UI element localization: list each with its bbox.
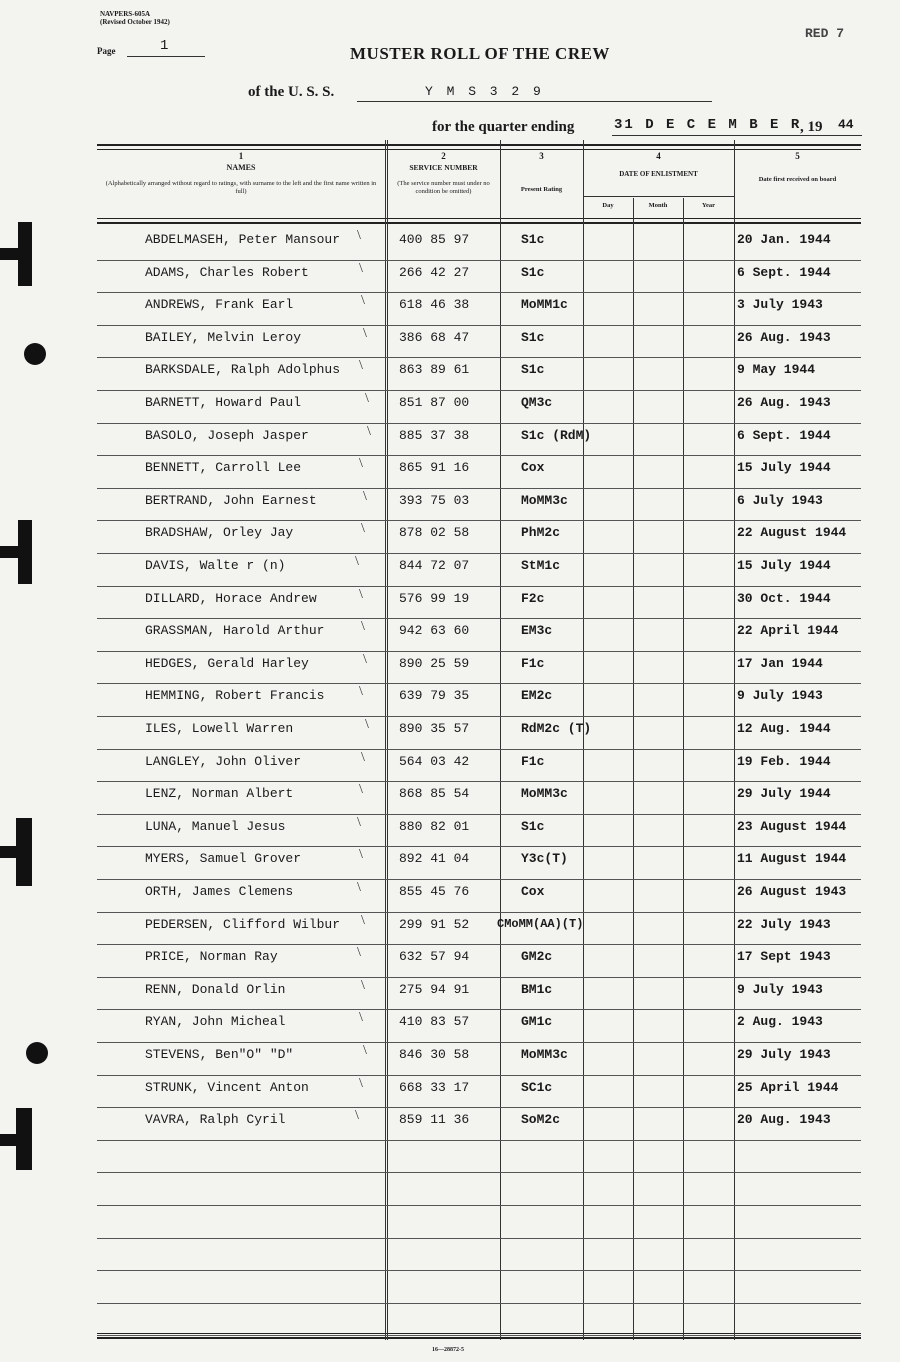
check-mark: \ <box>359 684 363 700</box>
crew-service-number: 885 37 38 <box>399 427 470 443</box>
crew-date-received: 6 Sept. 1944 <box>737 264 831 280</box>
crew-name: ANDREWS, Frank Earl <box>145 297 294 313</box>
crew-date-received: 2 Aug. 1943 <box>737 1014 823 1030</box>
crew-name: HEDGES, Gerald Harley <box>145 655 309 671</box>
crew-name: GRASSMAN, Harold Arthur <box>145 623 325 639</box>
crew-rating: F1c <box>521 655 545 671</box>
crew-date-received: 9 May 1944 <box>737 362 816 378</box>
crew-service-number: 576 99 19 <box>399 590 470 606</box>
crew-rating: BM1c <box>521 981 553 997</box>
crew-service-number: 618 46 38 <box>399 297 470 313</box>
crew-rating: MoMM1c <box>521 297 568 313</box>
crew-name: STRUNK, Vincent Anton <box>145 1079 309 1095</box>
crew-row <box>97 1043 861 1076</box>
check-mark: \ <box>355 554 359 569</box>
crew-service-number: 878 02 58 <box>399 525 470 541</box>
blank-row <box>97 1304 861 1337</box>
col-enlistment-year: Year <box>702 202 715 209</box>
check-mark: \ <box>359 358 363 374</box>
crew-rating: Cox <box>521 884 545 899</box>
crew-rating: MoMM3c <box>521 786 568 802</box>
binder-slot-middle <box>0 520 34 584</box>
crew-service-number: 880 82 01 <box>399 818 470 834</box>
crew-date-received: 3 July 1943 <box>737 297 823 313</box>
check-mark: \ <box>363 1043 367 1058</box>
crew-name: ORTH, James Clemens <box>145 884 294 899</box>
crew-rating: EM2c <box>521 688 553 704</box>
crew-rating: S1c <box>521 329 545 345</box>
crew-name: BARNETT, Howard Paul <box>145 395 302 410</box>
crew-name: RENN, Donald Orlin <box>145 981 286 997</box>
crew-name: BRADSHAW, Orley Jay <box>145 525 294 541</box>
crew-rating: S1c <box>521 264 545 280</box>
crew-service-number: 855 45 76 <box>399 884 470 899</box>
crew-rating: MoMM3c <box>521 492 568 508</box>
binder-slot-lower <box>0 818 34 886</box>
crew-row <box>97 913 861 946</box>
check-mark: \ <box>365 717 369 732</box>
year-label: , 19 <box>800 119 823 135</box>
crew-date-received: 29 July 1944 <box>737 786 831 802</box>
crew-name: MYERS, Samuel Grover <box>145 851 302 867</box>
crew-date-received: 11 August 1944 <box>737 851 847 867</box>
crew-service-number: 639 79 35 <box>399 688 470 704</box>
crew-service-number: 942 63 60 <box>399 623 470 639</box>
check-mark: \ <box>357 814 361 830</box>
crew-rating: StM1c <box>521 558 561 573</box>
crew-row <box>97 391 861 424</box>
check-mark: \ <box>361 749 365 765</box>
of-uss-label: of the U. S. S. <box>248 84 335 100</box>
crew-service-number: 275 94 91 <box>399 981 470 997</box>
form-code: NAVPERS-605A <box>100 10 151 18</box>
crew-service-number: 844 72 07 <box>399 558 470 573</box>
crew-row <box>97 717 861 750</box>
crew-row <box>97 228 861 261</box>
check-mark: \ <box>363 651 367 667</box>
crew-row <box>97 293 861 326</box>
quarter-day-month: 31 D E C E M B E R <box>614 117 802 133</box>
col-enlistment-month: Month <box>648 202 668 209</box>
crew-service-number: 851 87 00 <box>399 395 470 410</box>
crew-date-received: 26 August 1943 <box>737 884 847 899</box>
check-mark: \ <box>363 488 367 504</box>
crew-row <box>97 1108 861 1141</box>
check-mark: \ <box>365 391 369 406</box>
crew-name: LANGLEY, John Oliver <box>145 753 302 769</box>
crew-name: STEVENS, Ben"O" "D" <box>145 1047 294 1062</box>
crew-row <box>97 815 861 848</box>
check-mark: \ <box>359 456 363 472</box>
crew-service-number: 865 91 16 <box>399 460 470 476</box>
check-mark: \ <box>367 423 371 439</box>
col-enlistment-day: Day <box>602 202 614 209</box>
crew-rating: S1c <box>521 818 545 834</box>
crew-rating: CMoMM(AA)(T) <box>497 916 584 931</box>
crew-date-received: 15 July 1944 <box>737 558 831 573</box>
binder-hole-1 <box>24 343 46 365</box>
crew-row <box>97 978 861 1011</box>
crew-service-number: 890 25 59 <box>399 655 470 671</box>
blank-row <box>97 1271 861 1304</box>
crew-service-number: 386 68 47 <box>399 329 470 345</box>
crew-name: PEDERSEN, Clifford Wilbur <box>145 916 341 932</box>
crew-rating: Cox <box>521 460 545 476</box>
crew-row <box>97 326 861 359</box>
crew-rating: SoM2c <box>521 1112 561 1128</box>
crew-date-received: 22 July 1943 <box>737 916 831 932</box>
ship-name: Y M S 3 2 9 <box>425 84 544 99</box>
crew-row <box>97 554 861 587</box>
check-mark: \ <box>361 912 365 928</box>
crew-rating: S1c <box>521 232 545 247</box>
col-received-header: 5 Date first received on board <box>758 151 837 183</box>
crew-date-received: 29 July 1943 <box>737 1047 831 1062</box>
crew-name: BENNETT, Carroll Lee <box>145 460 302 476</box>
check-mark: \ <box>355 1108 359 1124</box>
crew-row <box>97 1010 861 1043</box>
check-mark: \ <box>359 847 363 863</box>
crew-name: BASOLO, Joseph Jasper <box>145 427 309 443</box>
blank-row <box>97 1141 861 1174</box>
crew-name: BERTRAND, John Earnest <box>145 492 317 508</box>
crew-name: DILLARD, Horace Andrew <box>145 590 317 606</box>
check-mark: \ <box>359 586 363 602</box>
crew-row <box>97 587 861 620</box>
crew-date-received: 22 August 1944 <box>737 525 847 541</box>
check-mark: \ <box>359 1010 363 1026</box>
crew-name: ABDELMASEH, Peter Mansour <box>145 232 341 247</box>
muster-roll-table <box>97 140 861 1340</box>
crew-name: RYAN, John Micheal <box>145 1014 286 1030</box>
check-mark: \ <box>357 228 361 243</box>
crew-rating: Y3c(T) <box>521 851 568 867</box>
crew-rating: GM2c <box>521 949 553 965</box>
crew-service-number: 632 57 94 <box>399 949 470 965</box>
crew-row <box>97 261 861 294</box>
crew-row <box>97 1076 861 1109</box>
quarter-label: for the quarter ending <box>432 119 575 135</box>
crew-service-number: 668 33 17 <box>399 1079 470 1095</box>
check-mark: \ <box>363 325 367 341</box>
crew-rating: EM3c <box>521 623 553 639</box>
crew-row <box>97 880 861 913</box>
crew-rating: F2c <box>521 590 545 606</box>
crew-name: PRICE, Norman Ray <box>145 949 278 965</box>
crew-rating: QM3c <box>521 395 553 410</box>
crew-row <box>97 750 861 783</box>
crew-row <box>97 782 861 815</box>
crew-date-received: 25 April 1944 <box>737 1079 839 1095</box>
crew-service-number: 400 85 97 <box>399 232 470 247</box>
check-mark: \ <box>361 293 365 309</box>
crew-row <box>97 424 861 457</box>
crew-row <box>97 489 861 522</box>
crew-date-received: 20 Aug. 1943 <box>737 1112 831 1128</box>
crew-date-received: 26 Aug. 1943 <box>737 395 831 410</box>
crew-rating: S1c <box>521 362 545 378</box>
crew-service-number: 266 42 27 <box>399 264 470 280</box>
crew-row <box>97 945 861 978</box>
crew-service-number: 892 41 04 <box>399 851 470 867</box>
crew-name: BARKSDALE, Ralph Adolphus <box>145 362 341 378</box>
crew-service-number: 846 30 58 <box>399 1047 470 1062</box>
crew-rating: PhM2c <box>521 525 561 541</box>
crew-name: DAVIS, Walte r (n) <box>145 558 286 573</box>
crew-row <box>97 619 861 652</box>
page-label: Page <box>97 46 116 56</box>
check-mark: \ <box>357 880 361 895</box>
crew-service-number: 863 89 61 <box>399 362 470 378</box>
crew-service-number: 890 35 57 <box>399 721 470 736</box>
crew-date-received: 12 Aug. 1944 <box>737 721 831 736</box>
crew-service-number: 393 75 03 <box>399 492 470 508</box>
crew-rating: RdM2c (T) <box>521 721 592 736</box>
crew-date-received: 19 Feb. 1944 <box>737 753 831 769</box>
crew-service-number: 859 11 36 <box>399 1112 470 1128</box>
crew-date-received: 9 July 1943 <box>737 981 823 997</box>
crew-date-received: 15 July 1944 <box>737 460 831 476</box>
crew-service-number: 868 85 54 <box>399 786 470 802</box>
binder-slot-top <box>0 222 34 286</box>
check-mark: \ <box>359 1075 363 1091</box>
crew-rating: GM1c <box>521 1014 553 1030</box>
crew-row <box>97 456 861 489</box>
check-mark: \ <box>359 260 363 276</box>
check-mark: \ <box>357 945 361 961</box>
crew-name: ADAMS, Charles Robert <box>145 264 309 280</box>
col-rating-header: 3 Present Rating <box>520 151 563 193</box>
binder-slot-bottom <box>0 1108 34 1170</box>
crew-rating: MoMM3c <box>521 1047 568 1062</box>
crew-date-received: 9 July 1943 <box>737 688 823 704</box>
crew-rating: S1c (RdM) <box>521 427 592 443</box>
crew-date-received: 17 Sept 1943 <box>737 949 831 965</box>
crew-date-received: 30 Oct. 1944 <box>737 590 831 606</box>
crew-date-received: 6 July 1943 <box>737 492 823 508</box>
stamp-mark: RED 7 <box>805 26 845 41</box>
crew-date-received: 23 August 1944 <box>737 818 847 834</box>
crew-date-received: 22 April 1944 <box>737 623 839 639</box>
crew-date-received: 26 Aug. 1943 <box>737 329 831 345</box>
crew-name: LUNA, Manuel Jesus <box>145 818 286 834</box>
footer-code: 16—28872-5 <box>432 1347 464 1353</box>
crew-row <box>97 521 861 554</box>
check-mark: \ <box>359 782 363 798</box>
blank-row <box>97 1206 861 1239</box>
crew-row <box>97 684 861 717</box>
crew-date-received: 6 Sept. 1944 <box>737 427 831 443</box>
crew-rating: F1c <box>521 753 545 769</box>
crew-name: VAVRA, Ralph Cyril <box>145 1112 286 1128</box>
check-mark: \ <box>361 521 365 537</box>
crew-name: BAILEY, Melvin Leroy <box>145 329 302 345</box>
check-mark: \ <box>361 619 365 635</box>
crew-date-received: 17 Jan 1944 <box>737 655 823 671</box>
crew-service-number: 410 83 57 <box>399 1014 470 1030</box>
crew-rating: SC1c <box>521 1079 553 1095</box>
crew-date-received: 20 Jan. 1944 <box>737 232 831 247</box>
blank-row <box>97 1173 861 1206</box>
crew-service-number: 299 91 52 <box>399 916 470 932</box>
page-number: 1 <box>160 38 169 54</box>
crew-row <box>97 652 861 685</box>
col-enlistment-header: 4 DATE OF ENLISTMENT <box>619 151 698 178</box>
crew-name: LENZ, Norman Albert <box>145 786 294 802</box>
crew-name: ILES, Lowell Warren <box>145 721 294 736</box>
form-title: MUSTER ROLL OF THE CREW <box>350 44 610 63</box>
crew-name: HEMMING, Robert Francis <box>145 688 325 704</box>
crew-row <box>97 358 861 391</box>
crew-row <box>97 847 861 880</box>
form-revised: (Revised October 1942) <box>100 18 170 26</box>
crew-service-number: 564 03 42 <box>399 753 470 769</box>
blank-row <box>97 1239 861 1272</box>
quarter-year: 44 <box>838 117 854 132</box>
binder-hole-2 <box>26 1042 48 1064</box>
col-names-header: 1 NAMES (Alphabetically arranged without regard to ratings, with surname to the left and the first name written in full) <box>105 151 377 195</box>
col-service-number-header: 2 SERVICE NUMBER (The service number must under no condition be omitted) <box>397 151 490 195</box>
check-mark: \ <box>361 977 365 993</box>
